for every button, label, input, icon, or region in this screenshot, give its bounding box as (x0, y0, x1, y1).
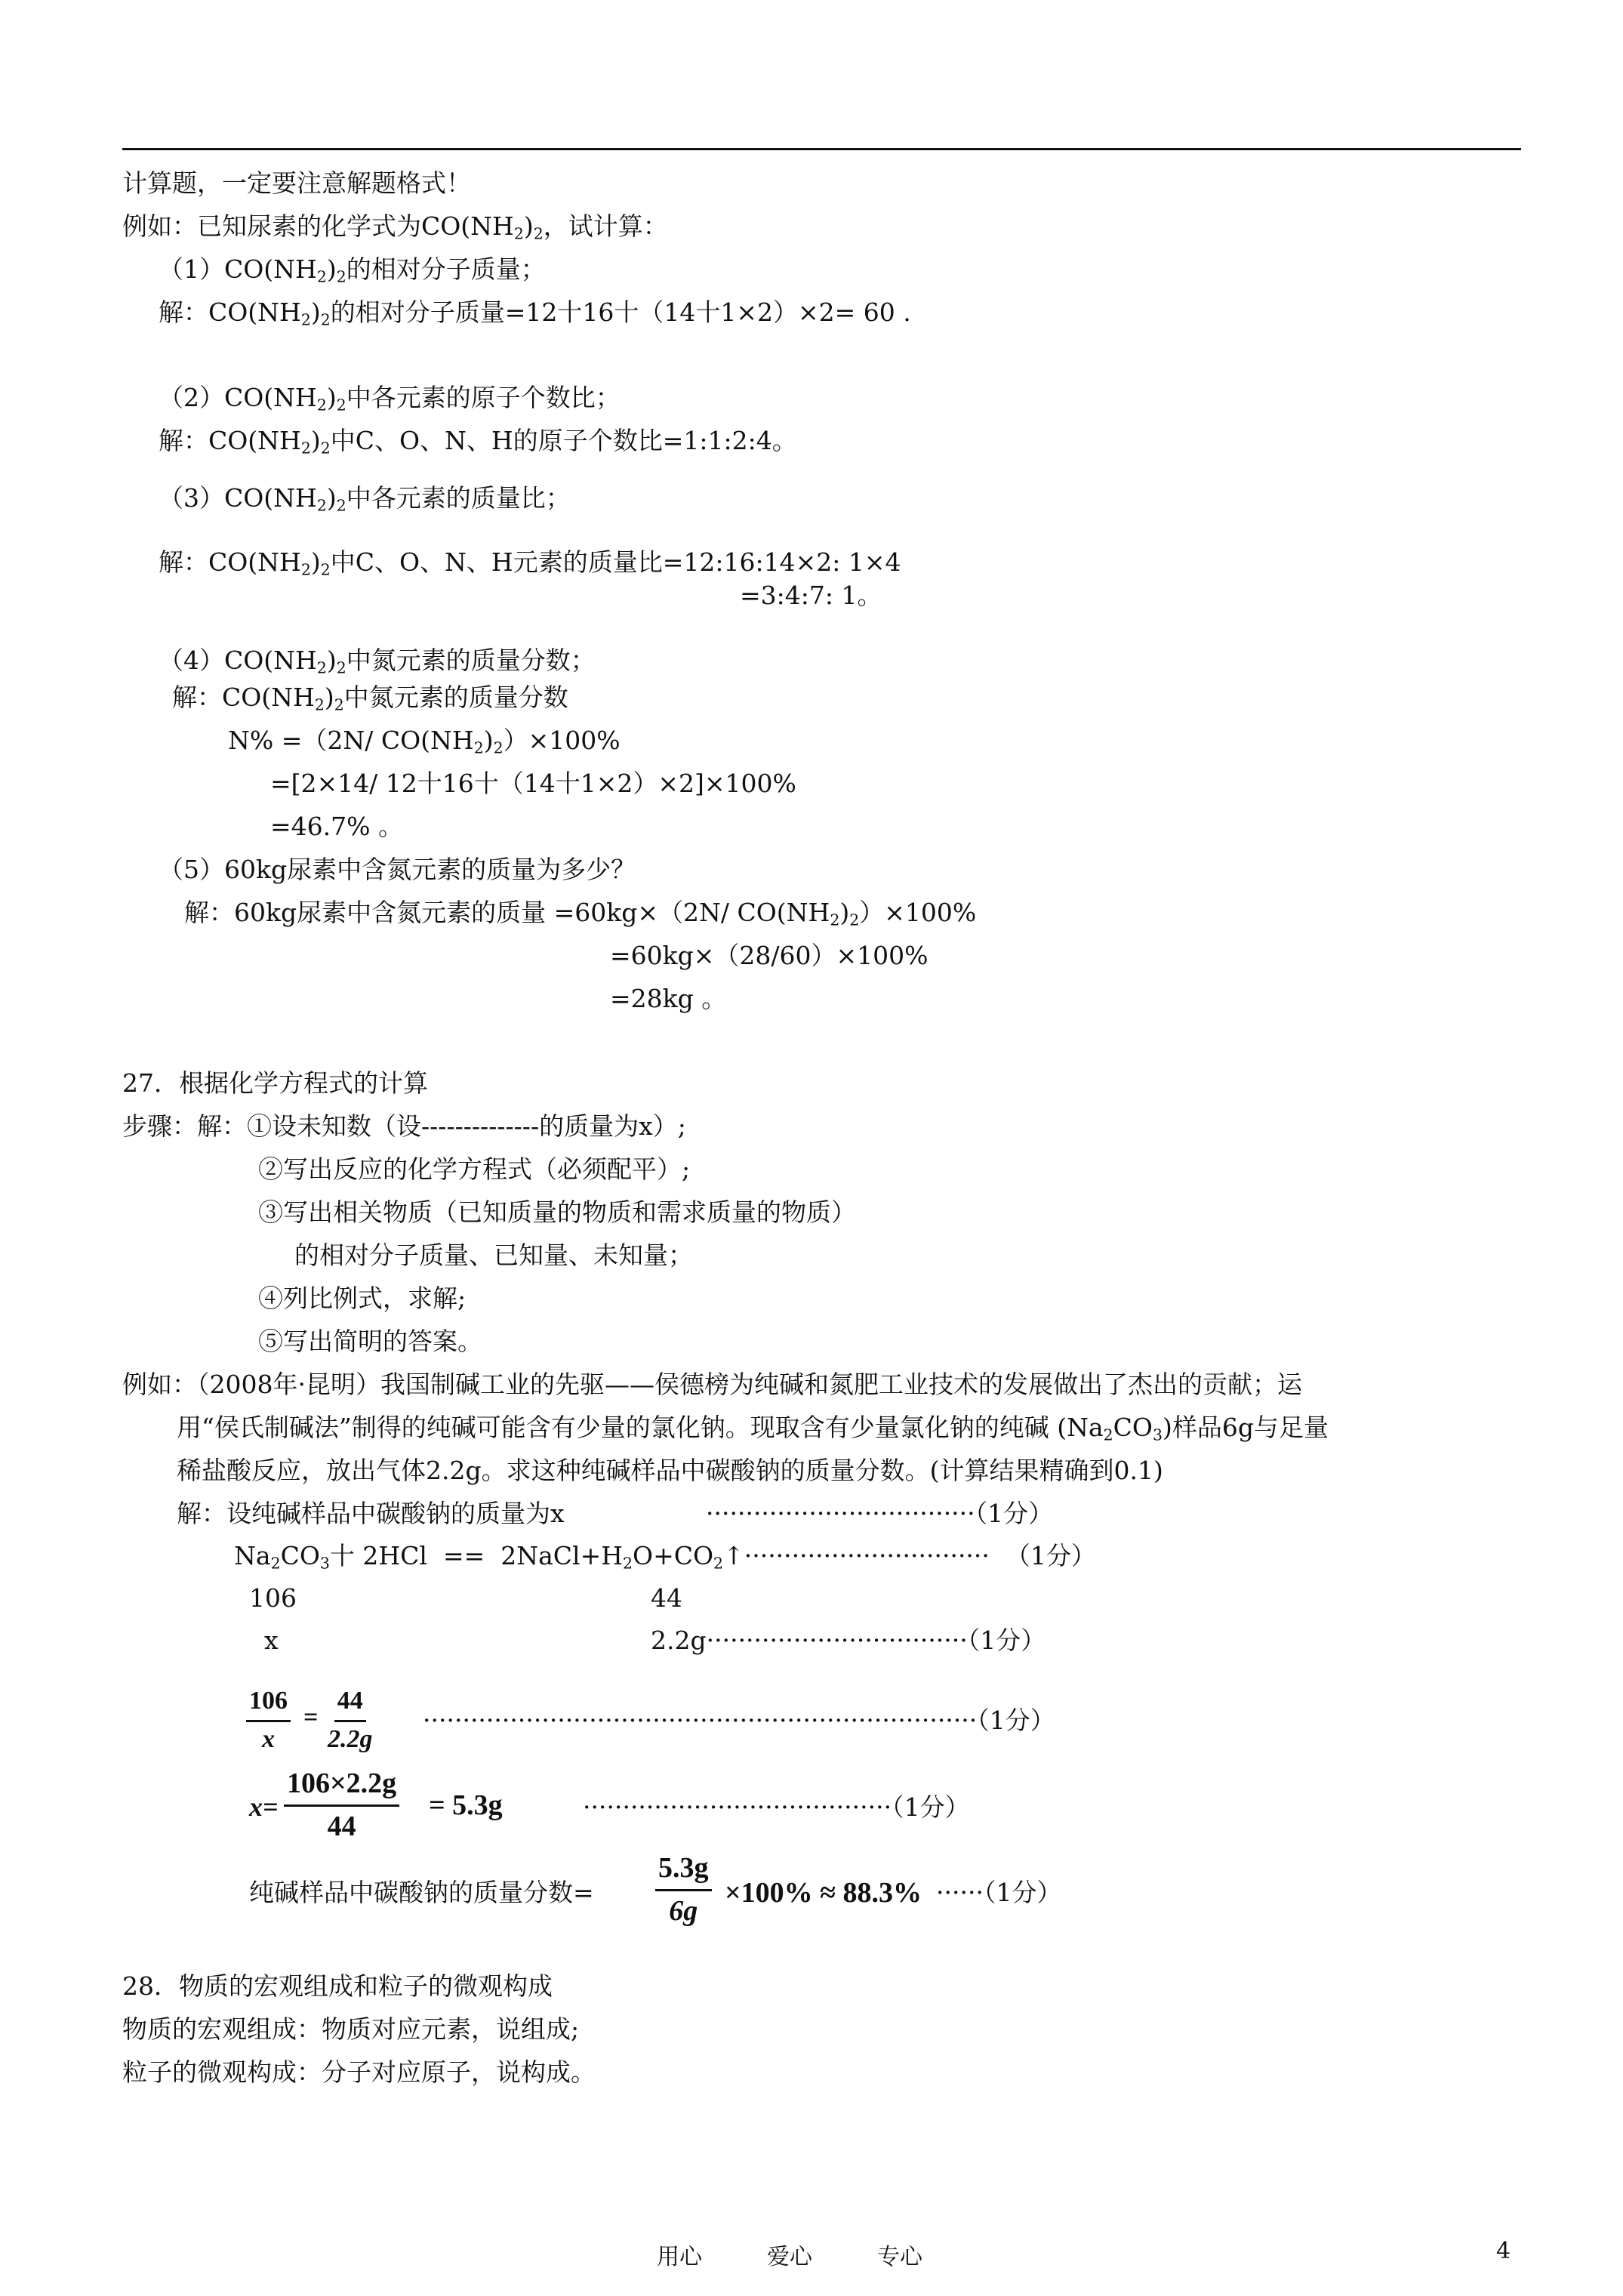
equals-sign: = (303, 1703, 319, 1731)
known-mass: 2.2g·································（1分） (651, 1626, 1046, 1655)
fraction-mass-percent: $\frac{5.3g}{6g}$ (655, 1851, 712, 1928)
answer-4-result: =46.7% 。 (270, 812, 403, 841)
step-1: 步骤：解：①设未知数（设--------------的质量为x）; (122, 1111, 686, 1141)
answer-3: 解：$CO(NH_2)_2$中C、O、N、H元素的质量比=12:16:14×2: 1×4 (159, 547, 901, 579)
step-3: ③写出相关物质（已知质量的物质和需求质量的物质） (258, 1197, 856, 1227)
question-1: $(1)CO(NH_2)_2$的相对分子质量； (159, 254, 546, 286)
molar-mass-co2: 44 (651, 1583, 682, 1613)
footer-yongxin: 用心 (657, 2244, 702, 2270)
footer-zhuanxin: 专心 (877, 2244, 922, 2270)
step-3-cont: 的相对分子质量、已知量、未知量； (294, 1240, 693, 1270)
page-number: 4 (1496, 2238, 1511, 2264)
molar-mass-na2co3: 106 (249, 1583, 297, 1613)
answer-5-result: =28kg 。 (610, 984, 727, 1013)
example-line-1: 例如：（2008年·昆明）我国制碱工业的先驱——侯德榜为纯碱和氮肥工业技术的发展做出了杰出的贡献；运 (122, 1370, 1302, 1399)
section-28-title: 28．物质的宏观组成和粒子的微观构成 (122, 1971, 553, 2001)
answer-4: 解：$CO(NH_2)_2$中氮元素的质量分数 (172, 683, 568, 714)
score-dots-6: ······（1分） (936, 1878, 1062, 1907)
fraction-solve-x: $\frac{106\times 2.2g}{44}$ (284, 1767, 399, 1843)
macro-composition: 物质的宏观组成：物质对应元素，说组成; (122, 2014, 580, 2044)
footer-aixin: 爱心 (767, 2244, 812, 2270)
answer-3-result: =3:4:7: 1。 (740, 581, 882, 610)
fraction-106-x: $\frac{106}{x}$ (246, 1687, 291, 1754)
answer-5-step: =60kg×（28/60）×100% (610, 941, 929, 970)
step-5: ⑤写出简明的答案。 (258, 1327, 482, 1356)
score-dots-5: ·······································（1分） (583, 1792, 970, 1822)
fraction-44-2.2g: $\frac{44}{2.2g}$ (328, 1687, 373, 1753)
answer-4-step: =[2×14/ 12十16十（14十1×2）×2]×100% (270, 769, 796, 798)
x-result: = 5.3g (429, 1789, 503, 1821)
header-rule (122, 148, 1521, 150)
question-3: $(3)CO(NH_2)_2$中各元素的质量比； (159, 483, 571, 515)
answer-4-formula: N% =（2N/ $CO(NH_2)_2)\times 100\%$ (228, 726, 621, 757)
answer-5: 解：60kg尿素中含氮元素的质量 =60kg×（2N/ $CO(NH_2)_2)\times 100\%$ (184, 898, 977, 929)
answer-1: 解：$CO(NH_2)_2$的相对分子质量=12十16十（14十1×2）×2= 60 . (159, 297, 911, 329)
chemical-equation: $Na_2CO_3$十 $2HCl == 2NaCl+H_2O+CO_2↑\cdot\cdot\cdot\cdot\cdot\cdot\cdot\cdot\cdot\cdot\cdot\cdot\cdot\cdot\cdot\cdot\cdot\cdot\cdot\cdot\cdot\cdot\cdot\cdot\cdot\cdot\cdot\cdot\cdot\cdot\cdot (1$分） (234, 1541, 1096, 1573)
question-4: $(4)CO(NH_2)_2$中氮元素的质量分数； (159, 646, 596, 677)
question-5: （5）60kg尿素中含氮元素的质量为多少？ (159, 855, 636, 884)
micro-structure: 粒子的微观构成：分子对应原子，说构成。 (122, 2057, 596, 2087)
step-2: ②写出反应的化学方程式（必须配平）; (258, 1154, 691, 1184)
example-line-3: 稀盐酸反应，放出气体2.2g。求这种纯碱样品中碳酸钠的质量分数。(计算结果精确到0.1) (177, 1456, 1163, 1485)
x-equals: x= (249, 1792, 279, 1822)
answer-2: 解：$CO(NH_2)_2$中C、O、N、H的原子个数比=1:1:2:4。 (159, 426, 797, 458)
mass-fraction-result: ×100% ≈ 88.3% (725, 1877, 922, 1909)
step-4: ④列比例式，求解; (258, 1284, 467, 1313)
mass-fraction-label: 纯碱样品中碳酸钠的质量分数= (249, 1878, 594, 1907)
unknown-x: x (264, 1626, 279, 1655)
example-intro: 例如：已知尿素的化学式为$CO(NH_2)_2$，试计算： (122, 211, 668, 243)
section-27-title: 27．根据化学方程式的计算 (122, 1068, 428, 1098)
solution-line-1: 解：设纯碱样品中碳酸钠的质量为x (177, 1499, 565, 1528)
question-2: $(2)CO(NH_2)_2$中各元素的原子个数比； (159, 383, 621, 415)
example-line-2: 用“侯氏制碱法”制得的纯碱可能含有少量的氯化钠。现取含有少量氯化钠的纯碱 $(Na_2CO_3)$样品6g与足量 (177, 1413, 1329, 1444)
score-dots-1: ··································（1分） (706, 1499, 1054, 1528)
intro-heading: 计算题，一定要注意解题格式！ (122, 168, 471, 198)
score-dots-4: ······································································（1分） (423, 1706, 1055, 1735)
